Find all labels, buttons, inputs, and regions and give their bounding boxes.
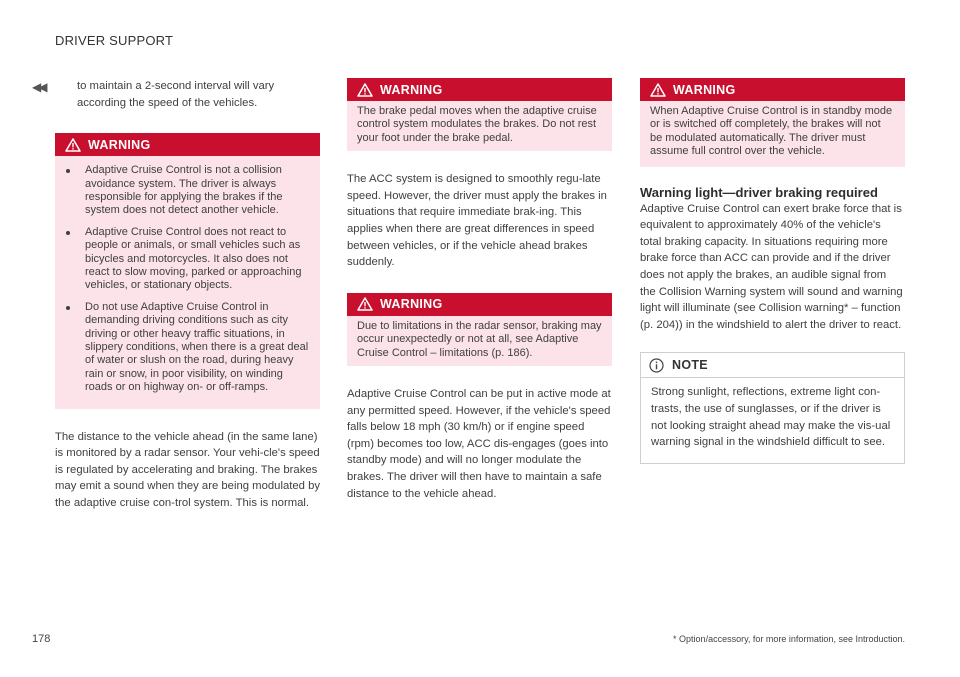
warning-triangle-icon — [65, 138, 81, 152]
warning-text: The brake pedal moves when the adaptive cruise control system modulates the brakes. Do not rest your foot under the brake pedal. — [357, 105, 597, 144]
warning-header — [55, 133, 320, 156]
warning-body — [55, 156, 320, 409]
warning-body — [640, 101, 905, 167]
warning-title: WARNING — [380, 297, 443, 312]
warning-header — [640, 78, 905, 101]
list-item: Adaptive Cruise Control is not a collision avoidance system. The driver is always responsible for applying the brakes if the system does not detect another vehicle. — [55, 164, 310, 218]
body-text: Adaptive Cruise Control can exert brake force that is equivalent to approximately 40% of the vehicle's total braking capacity. In situations requiring more brake force than ACC can provide and if the driver does not apply the brakes, an audible signal from the Collision Warning system will sound and warning light will illuminate (see Collision warning* – function (p. 204)) in the windshield to alert the driver to react. — [640, 202, 903, 331]
running-header: DRIVER SUPPORT — [55, 33, 174, 48]
column-3 — [640, 78, 905, 464]
warning-text: Due to limitations in the radar sensor, braking may occur unexpectedly or not at all, see Adaptive Cruise Control – limitations (p. 186). — [357, 319, 602, 359]
warning-triangle-icon — [357, 297, 373, 311]
warning-title: WARNING — [88, 137, 151, 152]
warning-box — [55, 133, 320, 409]
warning-body — [347, 316, 612, 366]
body-text: The distance to the vehicle ahead (in the same lane) is monitored by a radar sensor. Your vehi-cle's speed is regulated by accelerating and braking. The brakes may emit a sound when they are being modulated by the adaptive cruise con-trol system. This is normal. — [55, 430, 321, 510]
list-item: Adaptive Cruise Control does not react to people or animals, or small vehicles such as bicycles and motorcycles. It also does not react to slow moving, parked or approaching vehicles, or stationary objects. — [55, 226, 310, 293]
note-title: NOTE — [672, 358, 708, 373]
warning-triangle-icon — [650, 83, 666, 97]
warning-list — [55, 164, 310, 395]
body-text: Adaptive Cruise Control can be put in active mode at any permitted speed. However, if the vehicle's speed falls below 18 mph (30 km/h) or if engine speed (rpm) becomes too low, ACC dis-engages (goes into standby mode) and will no longer modulate the brakes. The driver will then have to maintain a safe distance to the vehicle ahead. — [347, 388, 611, 500]
info-circle-icon — [649, 358, 664, 373]
warning-title: WARNING — [380, 82, 443, 97]
warning-box — [347, 293, 612, 366]
warning-box — [347, 78, 612, 151]
page-number: 178 — [32, 633, 51, 645]
intro-text: to maintain a 2-second interval will vary according the speed of the vehicles. — [77, 80, 275, 109]
note-box — [640, 352, 905, 463]
warning-triangle-icon — [357, 83, 373, 97]
warning-text: When Adaptive Cruise Control is in standby mode or is switched off completely, the brakes will not be modulated automatically. The driver must assume full control over the vehicle. — [650, 105, 893, 158]
footnote: * Option/accessory, for more information, see Introduction. — [673, 634, 905, 644]
warning-header — [347, 78, 612, 101]
previous-page-icon[interactable]: ◀◀ — [32, 80, 45, 94]
column-1 — [55, 78, 320, 512]
column-2 — [347, 78, 612, 502]
list-item: Do not use Adaptive Cruise Control in demanding driving conditions such as city driving or other heavy traffic situations, in slippery conditions, when there is a great deal of water or slush on the road, during heavy rain or snow, in poor visibility, on winding roads or on highway on- or off-ramps. — [55, 301, 310, 395]
note-text: Strong sunlight, reflections, extreme light con-trasts, the use of sunglasses, or if the driver is not looking straight ahead may make the vis-ual warning signal in the windshield difficult to see. — [651, 386, 891, 449]
warning-box — [640, 78, 905, 167]
note-header — [641, 353, 904, 378]
warning-title: WARNING — [673, 82, 736, 97]
body-text: The ACC system is designed to smoothly regu-late speed. However, the driver must apply the brakes in situations that require immediate brak-ing. This applies when there are great differences in speed between vehicles, or if the vehicle ahead brakes suddenly. — [347, 173, 607, 269]
warning-body — [347, 101, 612, 151]
section-heading: Warning light—driver braking required — [640, 184, 878, 200]
warning-header — [347, 293, 612, 316]
